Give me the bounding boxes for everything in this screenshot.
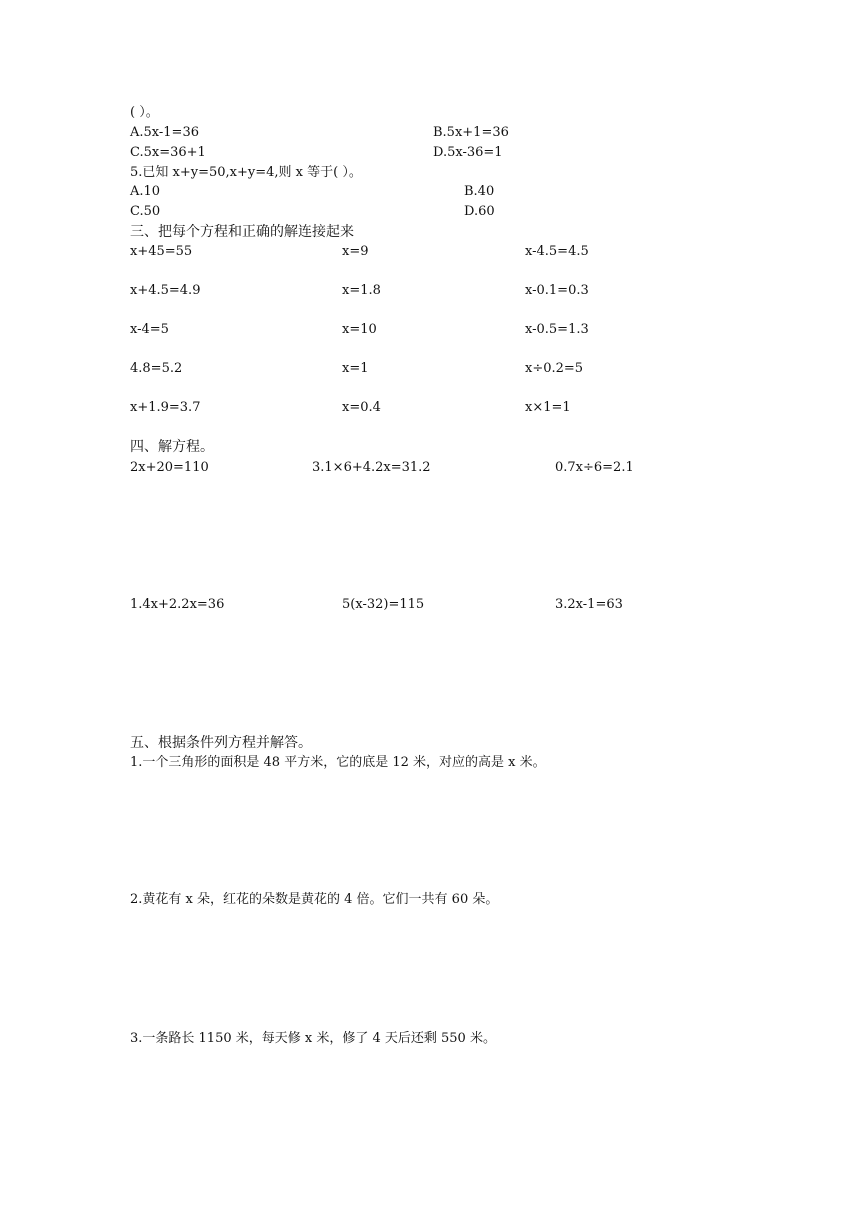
q5-option-a: A.10 bbox=[130, 184, 161, 199]
equation-2: 3.1×6+4.2x=31.2 bbox=[312, 460, 431, 475]
equation-4: 1.4x+2.2x=36 bbox=[130, 597, 225, 612]
q4-option-d: D.5x-36=1 bbox=[433, 145, 503, 160]
q4-stem: ( ）。 bbox=[130, 105, 159, 120]
match-equation-right: x÷0.2=5 bbox=[525, 361, 584, 376]
match-equation-right: x×1=1 bbox=[525, 400, 571, 415]
q4-option-a: A.5x-1=36 bbox=[130, 125, 199, 140]
match-equation-left: x+45=55 bbox=[130, 244, 193, 259]
word-problem-1: 1.一个三角形的面积是 48 平方米，它的底是 12 米，对应的高是 x 米。 bbox=[130, 755, 546, 770]
match-solution: x=9 bbox=[342, 244, 369, 259]
match-solution: x=1 bbox=[342, 361, 369, 376]
word-problem-3: 3.一条路长 1150 米，每天修 x 米，修了 4 天后还剩 550 米。 bbox=[130, 1031, 496, 1046]
section5-title: 五、根据条件列方程并解答。 bbox=[130, 735, 312, 751]
q5-option-b: B.40 bbox=[464, 184, 495, 199]
equation-1: 2x+20=110 bbox=[130, 460, 209, 475]
match-equation-right: x-0.1=0.3 bbox=[525, 283, 589, 298]
section3-title: 三、把每个方程和正确的解连接起来 bbox=[130, 224, 354, 240]
q4-option-c: C.5x=36+1 bbox=[130, 145, 206, 160]
match-equation-left: x-4=5 bbox=[130, 322, 169, 337]
word-problem-2: 2.黄花有 x 朵，红花的朵数是黄花的 4 倍。它们一共有 60 朵。 bbox=[130, 892, 499, 907]
match-equation-right: x-4.5=4.5 bbox=[525, 244, 589, 259]
match-solution: x=0.4 bbox=[342, 400, 381, 415]
q5-option-d: D.60 bbox=[464, 204, 495, 219]
equation-5: 5(x-32)=115 bbox=[342, 597, 425, 612]
match-equation-left: 4.8=5.2 bbox=[130, 361, 183, 376]
match-equation-right: x-0.5=1.3 bbox=[525, 322, 589, 337]
match-equation-left: x+1.9=3.7 bbox=[130, 400, 201, 415]
match-solution: x=1.8 bbox=[342, 283, 381, 298]
section4-title: 四、解方程。 bbox=[130, 439, 214, 455]
match-solution: x=10 bbox=[342, 322, 377, 337]
q4-option-b: B.5x+1=36 bbox=[433, 125, 509, 140]
equation-3: 0.7x÷6=2.1 bbox=[555, 460, 634, 475]
q5-stem: 5.已知 x+y=50,x+y=4,则 x 等于( ）。 bbox=[130, 165, 362, 180]
q5-option-c: C.50 bbox=[130, 204, 161, 219]
equation-6: 3.2x-1=63 bbox=[555, 597, 623, 612]
match-equation-left: x+4.5=4.9 bbox=[130, 283, 201, 298]
